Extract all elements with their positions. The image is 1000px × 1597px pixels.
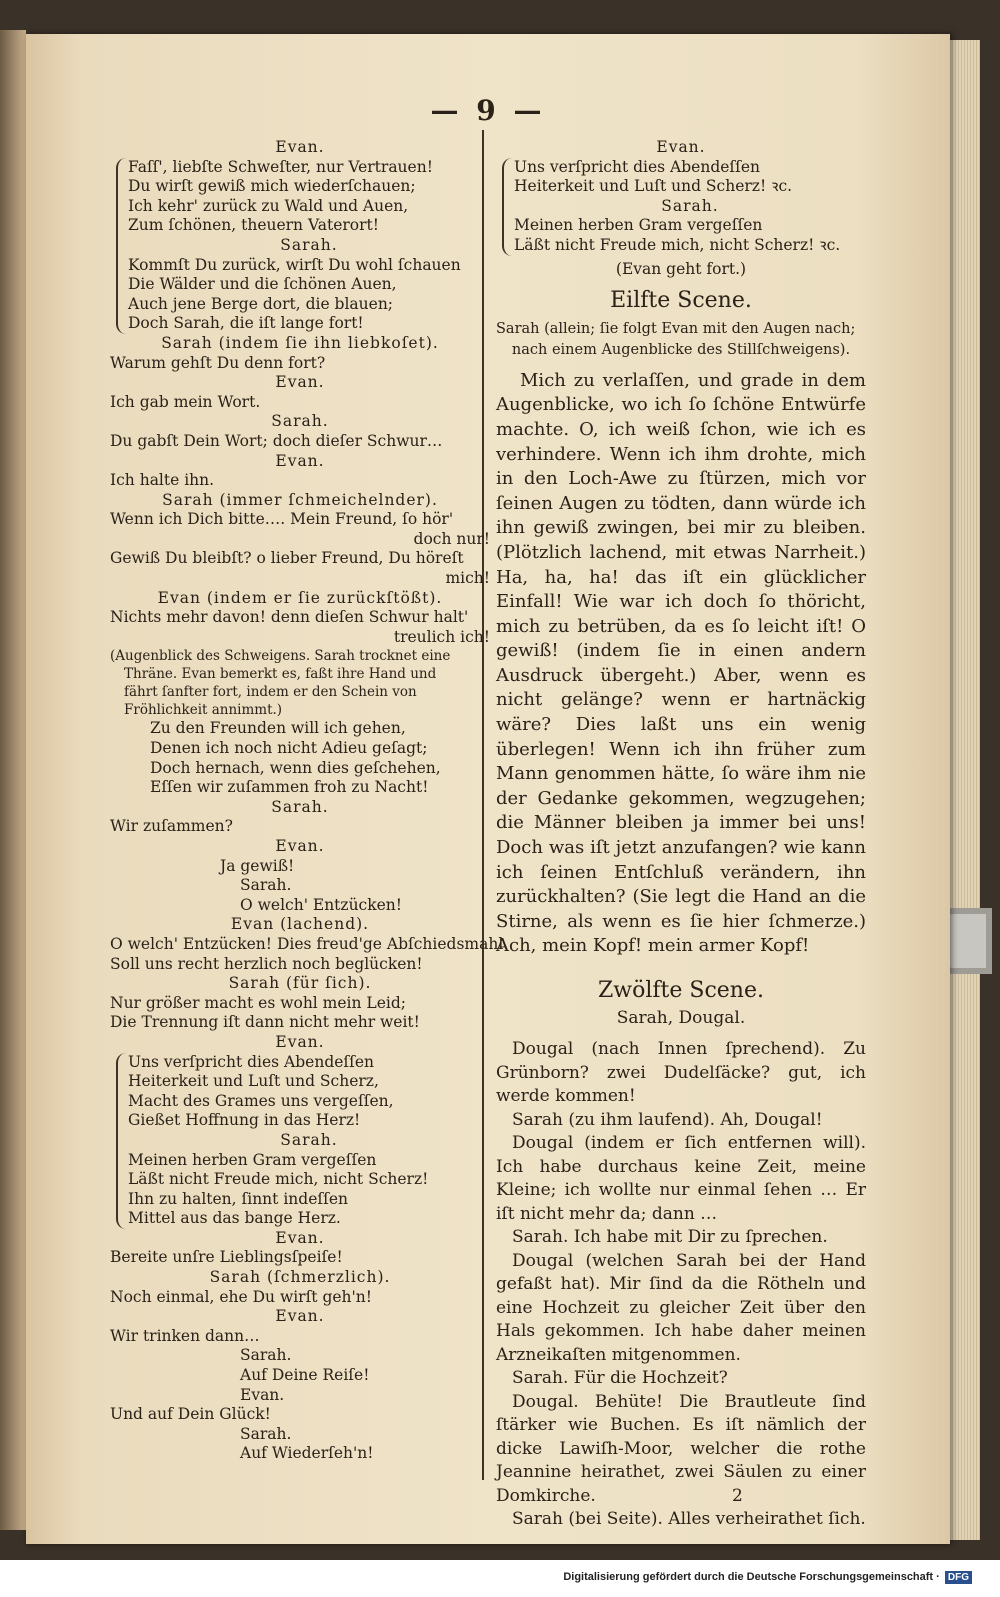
- verse-line: Auf Deine Reiſe!: [240, 1366, 370, 1385]
- verse-line: Die Wälder und die ſchönen Auen,: [128, 275, 397, 294]
- dialogue-paragraph: Dougal (welchen Sarah bei der Hand gefaßt hat). Mir ſind da die Rötheln und eine Hochzeit zu gleicher Zeit über den Hals gekommen. Ich habe daher meinen Arzneikaſten mitgenommen.: [496, 1250, 866, 1365]
- stage-direction: [496, 319, 866, 361]
- dialogue-paragraph: Sarah (zu ihm laufend). Ah, Dougal!: [512, 1109, 823, 1130]
- verse-line: Wenn ich Dich bitte…. Mein Freund, ſo hör': [110, 510, 454, 529]
- left-column: [110, 138, 504, 1464]
- verse-line: Ihn zu halten, ſinnt indeſſen: [128, 1189, 348, 1208]
- verse-block: [502, 158, 866, 256]
- scene-heading: Eilfte Scene.: [610, 288, 752, 314]
- printer-signature: 2: [732, 1486, 743, 1506]
- verse-line: Eſſen wir zuſammen froh zu Nacht!: [150, 778, 429, 797]
- verse-line: Denen ich noch nicht Adieu geſagt;: [150, 739, 428, 758]
- verse-line: Noch einmal, ehe Du wirſt geh'n!: [110, 1287, 373, 1306]
- stage-direction-line: fährt ſanfter fort, indem er den Schein von: [124, 684, 417, 701]
- speaker: Sarah.: [280, 1130, 338, 1149]
- monologue: Mich zu verlaſſen, und grade in dem Augenblicke, wo ich ſo ſchöne Entwürfe machte. O, ich weiß ſchon, wie ich es verhindere. Wenn ich ihm drohte, mich in den Loch-Awe zu ſtürzen, mich vor ſeinen Augen zu tödten, dann würde ich ihn gewiß zwingen, bei mir zu bleiben. (Plötzlich lachend, mit etwas Narrheit.) Ha, ha, ha! das iſt ein glücklicher Einfall! Wie war ich doch ſo thöricht, mich zu betrüben, da es ſo leicht iſt! O gewiß! (indem ſie in einen andern Ausdruck übergeht.) Aber, wenn es nicht gelänge? wenn er hartnäckig wäre? Dies laßt uns ein wenig überlegen! Wenn ich ihn früher zum Mann genommen hätte, ſo wäre ihm nie der Gedanke gekommen, wegzugehen; die Männer bleiben ja immer bei uns! Doch was iſt jetzt anzufangen? wie kann ich ſeinen Entſchluß verändern, ihn zurückhalten? (Sie legt die Hand an die Stirne, als wenn es ſie hier ſchmerze.) Ach, mein Kopf! mein armer Kopf!: [496, 369, 866, 957]
- dialogue-paragraph: Sarah. Ich habe mit Dir zu ſprechen.: [512, 1227, 828, 1248]
- speaker: Sarah.: [280, 235, 338, 254]
- verse-line: Soll uns recht herzlich noch beglücken!: [110, 954, 423, 973]
- verse-line: Auch jene Berge dort, die blauen;: [128, 294, 394, 313]
- scene-characters: Sarah, Dougal.: [616, 1007, 746, 1028]
- dialogue-paragraph: Dougal (nach Innen ſprechend). Zu Grünborn? zwei Dudelſäcke? gut, ich werde kommen!: [496, 1039, 866, 1107]
- left-page-edge: [0, 30, 26, 1530]
- verse-line: Kommſt Du zurück, wirſt Du wohl ſchauen: [128, 255, 461, 274]
- verse-line: Doch hernach, wenn dies geſchehen,: [150, 758, 441, 777]
- footer-credit: [563, 1571, 972, 1584]
- footer-text: Digitalisierung gefördert durch die Deutsche Forschungsgemeinschaft ·: [563, 1571, 940, 1583]
- verse-line: Ja gewiß!: [220, 856, 295, 875]
- verse-line: Meinen herben Gram vergeſſen: [128, 1150, 377, 1169]
- stage-direction-line: Thräne. Evan bemerkt es, faßt ihre Hand und: [124, 666, 437, 683]
- verse-line: Macht des Grames uns vergeſſen,: [128, 1091, 394, 1110]
- speaker: Sarah.: [661, 196, 719, 215]
- stage-direction-line: nach einem Augenblicke des Stillſchweigens).: [511, 341, 851, 358]
- dialogue-paragraph: Sarah (bei Seite). Alles verheirathet ſich.: [512, 1509, 866, 1530]
- verse-line: Zu den Freunden will ich gehen,: [150, 719, 406, 738]
- verse-line: Warum gehſt Du denn fort?: [110, 353, 326, 372]
- page-number: — 9 —: [430, 94, 546, 127]
- speaker: Evan (indem er ſie zurückſtößt).: [157, 588, 443, 607]
- verse-line: doch nur!: [413, 529, 490, 548]
- verse-line: Nur größer macht es wohl mein Leid;: [110, 993, 406, 1012]
- verse-line: Du wirſt gewiß mich wiederſchauen;: [128, 177, 416, 196]
- speaker: Sarah (für ſich).: [228, 974, 372, 993]
- verse-line: Mittel aus das bange Herz.: [128, 1209, 341, 1228]
- verse-line: Ich kehr' zurück zu Wald und Auen,: [128, 196, 409, 215]
- verse-line: Heiterkeit und Luſt und Scherz,: [128, 1072, 379, 1091]
- speaker: Evan (lachend).: [230, 915, 370, 934]
- speaker: Evan.: [275, 1032, 325, 1051]
- verse-line: treulich ich!: [393, 627, 490, 646]
- speaker: Sarah (immer ſchmeichelnder).: [162, 490, 438, 509]
- verse-line: Zum ſchönen, theuern Vaterort!: [128, 216, 379, 235]
- scene-heading: Zwölfte Scene.: [598, 978, 764, 1003]
- verse-line: Läßt nicht Freude mich, nicht Scherz! ꝛc.: [514, 235, 841, 254]
- dialogue-paragraph: Dougal. Behüte! Die Brautleute ſind ſtärker wie Buchen. Es iſt nämlich der dicke Lawiſh-Moor, welcher die rothe Jeannine heirathet, zwei Säulen zu einer Domkirche.: [496, 1391, 866, 1506]
- speaker: Evan.: [656, 138, 706, 156]
- speaker: Evan.: [275, 1307, 325, 1326]
- verse-block: [116, 158, 490, 334]
- dialogue-paragraph: Dougal (indem er ſich entfernen will). Ich habe durchaus keine Zeit, meine Kleine; ich wollte nur einmal ſehen … Er iſt nicht mehr da; dann …: [496, 1133, 866, 1224]
- speaker: Sarah (ſchmerzlich).: [209, 1268, 391, 1287]
- verse-line: Uns verſpricht dies Abendeſſen: [128, 1052, 375, 1071]
- page-stack-edges: [950, 40, 980, 1540]
- verse-line: Die Trennung iſt dann nicht mehr weit!: [110, 1013, 420, 1032]
- speaker: Sarah.: [271, 797, 329, 816]
- dialogue-paragraph: Sarah. Für die Hochzeit?: [512, 1368, 728, 1389]
- speaker: Evan.: [240, 1385, 285, 1404]
- verse-line: Bereite unſre Lieblingsſpeiſe!: [110, 1248, 343, 1267]
- verse-line: Wir trinken dann…: [110, 1326, 260, 1345]
- verse-line: Und auf Dein Glück!: [110, 1405, 271, 1424]
- stage-direction-line: Sarah (allein; ſie folgt Evan mit den Augen nach;: [496, 320, 856, 337]
- verse-line: mich!: [445, 569, 490, 588]
- verse-line: Läßt nicht Freude mich, nicht Scherz!: [128, 1170, 429, 1189]
- stage-direction: [110, 647, 490, 719]
- verse-block: [116, 1053, 490, 1229]
- verse-line: Du gabſt Dein Wort; doch dieſer Schwur…: [110, 431, 443, 450]
- speaker: Evan.: [275, 1228, 325, 1247]
- verse-line: Auf Wiederſeh'n!: [240, 1444, 374, 1463]
- verse-line: Wir zuſammen?: [110, 817, 233, 836]
- verse-line: Faſſ', liebſte Schweſter, nur Vertrauen!: [128, 157, 433, 176]
- verse-line: Meinen herben Gram vergeſſen: [514, 216, 763, 235]
- speaker: Sarah (indem ſie ihn liebkoſet).: [161, 333, 439, 352]
- right-column: [496, 138, 866, 1532]
- speaker: Evan.: [275, 451, 325, 470]
- verse-line: O welch' Entzücken! Dies freud'ge Abſchiedsmahl: [110, 934, 504, 953]
- speaker: Sarah.: [240, 876, 292, 895]
- verse-line: Gießet Hoffnung in das Herz!: [128, 1111, 361, 1130]
- dfg-logo[interactable]: DFG: [945, 1571, 972, 1584]
- stage-direction-line: Fröhlichkeit annimmt.): [124, 702, 283, 719]
- speaker: Sarah.: [240, 1424, 292, 1443]
- verse-line: O welch' Entzücken!: [240, 895, 403, 914]
- verse-line: Gewiß Du bleibſt? o lieber Freund, Du höreſt: [110, 549, 464, 568]
- speaker: Evan.: [275, 837, 325, 855]
- verse-line: Uns verſpricht dies Abendeſſen: [514, 157, 761, 176]
- speaker: Sarah.: [240, 1346, 292, 1365]
- speaker: Sarah.: [271, 412, 329, 431]
- verse-line: Doch Sarah, die iſt lange fort!: [128, 314, 364, 333]
- speaker: Evan.: [275, 373, 325, 392]
- verse-line: Ich gab mein Wort.: [110, 392, 261, 411]
- stage-direction: (Evan geht fort.): [615, 259, 747, 278]
- speaker: Evan.: [275, 138, 325, 156]
- stage-direction-line: (Augenblick des Schweigens. Sarah trocknet eine: [110, 648, 451, 665]
- book-page: [26, 34, 950, 1544]
- verse-line: Ich halte ihn.: [110, 471, 215, 490]
- verse-line: Nichts mehr davon! denn dieſen Schwur halt': [110, 608, 469, 627]
- verse-line: Heiterkeit und Luſt und Scherz! ꝛc.: [514, 177, 793, 196]
